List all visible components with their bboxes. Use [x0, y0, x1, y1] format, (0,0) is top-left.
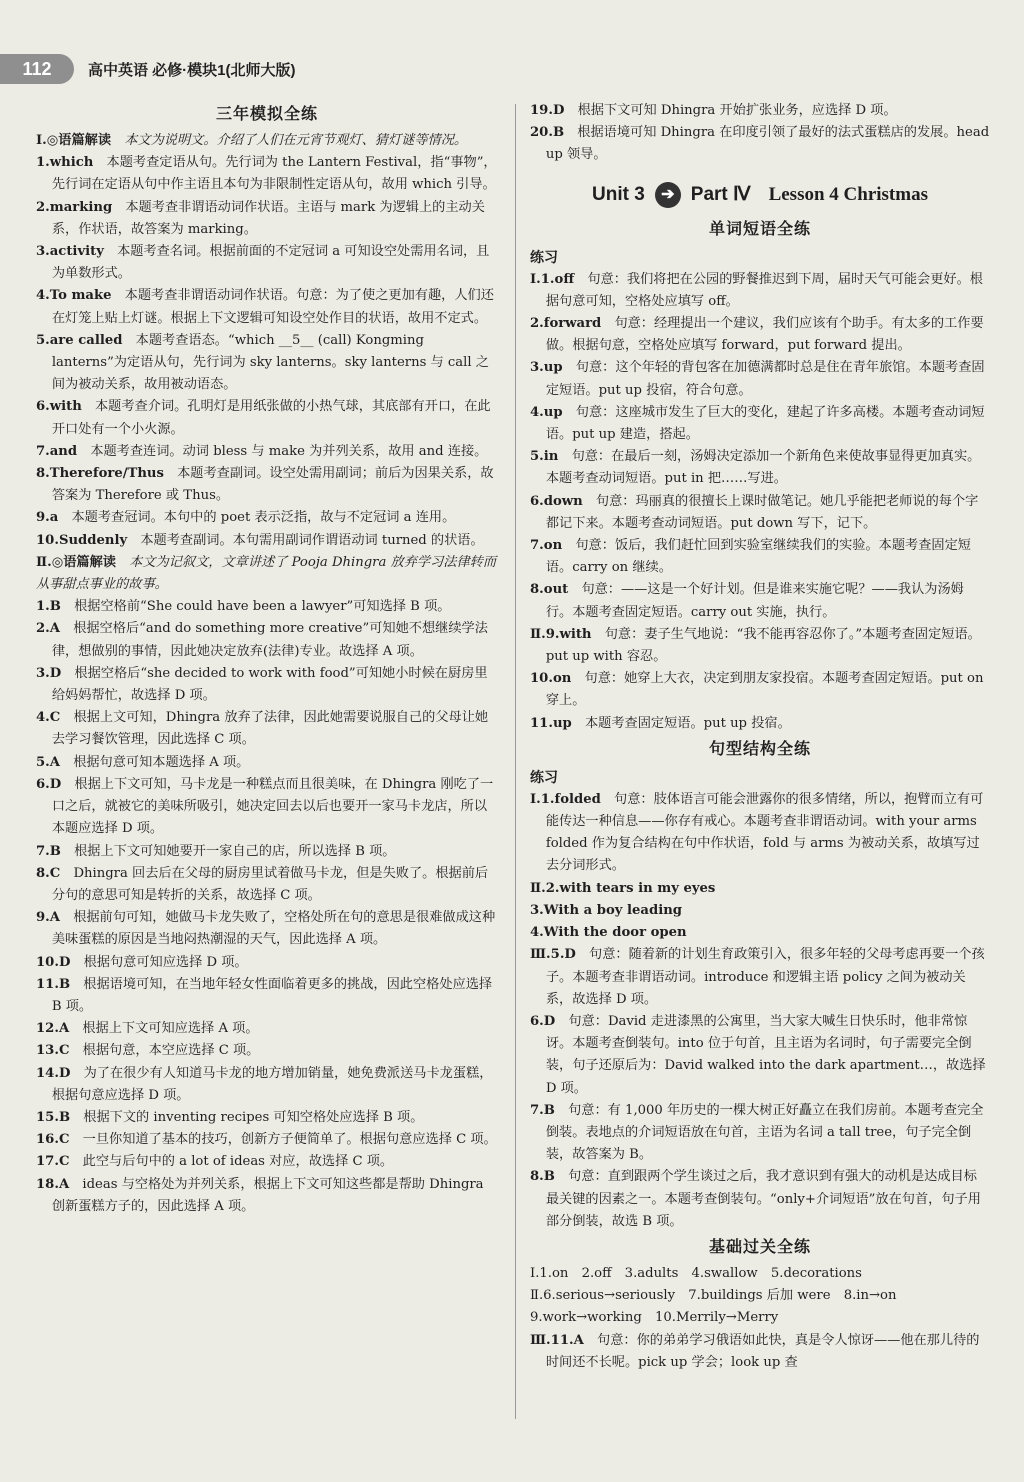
- item-text: 句意：我们将把在公园的野餐推迟到下周，届时天气可能会更好。根据句意可知，空格处应填写 off。: [545, 271, 983, 309]
- basics-item-11: [530, 1330, 990, 1374]
- item-text: 句意：David 走进漆黑的公寓里，当大家大喊生日快乐时，他非常惊讶。本题考查倒装句。into 位于句首，且主语为名词时，句子需要完全倒装，句子还原后为：David walked into the dark apartment…，故选择 D 项。: [545, 1013, 986, 1096]
- item-number: Ⅲ.11.A: [530, 1332, 584, 1348]
- item-text: 根据下文的 inventing recipes 可知空格处应选择 B 项。: [83, 1109, 424, 1125]
- item-number: 17.C: [36, 1154, 70, 1170]
- answer-item: [530, 122, 990, 166]
- answer-item: [36, 1174, 498, 1218]
- answer-item: [36, 952, 498, 974]
- answer-item: [530, 446, 990, 490]
- section-title-mock: 三年模拟全练: [215, 106, 318, 123]
- item-text: 句意：随着新的计划生育政策引入，很多年轻的父母考虑再要一个孩子。本题考查非谓语动词。introduce 和逻辑主语 policy 之间为被动关系，故选择 D 项。: [545, 947, 985, 1007]
- basics-answers: [530, 1263, 990, 1374]
- item-number: 8.B: [530, 1169, 555, 1185]
- item-number: 5.are called: [36, 332, 123, 348]
- continued-answer-list: [530, 100, 990, 167]
- item-text: ideas 与空格处为并列关系，根据上下文可知这些都是帮助 Dhingra 创新蛋糕方子的，因此选择 A 项。: [51, 1176, 484, 1214]
- answer-item: [530, 402, 990, 446]
- answer-item: [36, 1040, 498, 1062]
- item-text: 句意：经理提出一个建议，我们应该有个助手。有太多的工作要做。根据句意，空格处应填写 forward，put forward 提出。: [545, 316, 984, 354]
- practice-label-words: 练习: [530, 248, 558, 265]
- part2-answer-list: [36, 596, 498, 1218]
- item-number: 8.Therefore/Thus: [36, 466, 164, 482]
- answer-item: [36, 596, 498, 618]
- item-text: 句意：她穿上大衣，决定到朋友家投宿。本题考查固定短语。put on 穿上。: [545, 671, 984, 709]
- section-title-structures: 句型结构全练: [708, 740, 811, 758]
- answer-item: [530, 878, 990, 900]
- answer-item: [36, 907, 498, 951]
- item-text: 本题考查语态。“which __5__ (call) Kongming lanterns”为定语从句，先行词为 sky lanterns。sky lanterns 与 call 之间为被动关系，故用被动语态。: [51, 332, 489, 393]
- answer-item: [530, 624, 990, 668]
- structures-answer-list: [530, 789, 990, 1233]
- answer-item: [530, 579, 990, 623]
- item-text: 根据前句可知，她做马卡龙失败了，空格处所在句的意思是很难做成这种美味蛋糕的原因是当地闷热潮湿的天气，因此选择 A 项。: [51, 910, 496, 948]
- item-number: 6.D: [530, 1013, 556, 1029]
- item-text: 句意：饭后，我们赶忙回到实验室继续我们的实验。本题考查固定短语。carry on 继续。: [545, 538, 971, 576]
- answer-item: [36, 863, 498, 907]
- item-text: 本题考查非谓语动词作状语。主语与 mark 为逻辑上的主动关系，作状语，故答案为 marking。: [51, 199, 485, 237]
- answer-item: [36, 1063, 498, 1107]
- item-text: 为了在很少有人知道马卡龙的地方增加销量，她免费派送马卡龙蛋糕，根据句意应选择 D 项。: [51, 1065, 493, 1103]
- answer-item: [36, 441, 498, 463]
- item-text: 句意：妻子生气地说：“我不能再容忍你了。”本题考查固定短语。put up with 容忍。: [545, 626, 981, 665]
- part1-intro-text: 本文为说明文。介绍了人们在元宵节观灯、猜灯谜等情况。: [124, 133, 468, 148]
- item-text: 本题考查定语从句。先行词为 the Lantern Festival，指“事物”，先行词在定语从句中作主语且本句为非限制性定语从句，故用 which 引导。: [51, 155, 497, 193]
- item-text: 根据语境可知，在当地年轻女性面临着更多的挑战，因此空格处应选择 B 项。: [51, 976, 493, 1014]
- part2-intro-text: 本文为记叙文，文章讲述了 Pooja Dhingra 放弃学习法律转而从事甜点事业的故事。: [36, 554, 497, 593]
- answer-item: [36, 197, 498, 241]
- words-answer-list: [530, 269, 990, 735]
- answer-item: [530, 1166, 990, 1233]
- lesson-label: Lesson 4 Christmas: [768, 183, 928, 205]
- answer-item: [36, 663, 498, 707]
- basics-row-1: Ⅰ.1.on 2.off 3.adults 4.swallow 5.decorations: [530, 1265, 862, 1281]
- item-text: 根据上下文可知她要开一家自己的店，所以选择 B 项。: [74, 843, 396, 859]
- item-number: 9.a: [36, 510, 59, 526]
- item-number: 2.A: [36, 621, 60, 637]
- answer-item: [36, 330, 498, 397]
- item-text: 根据句意，本空应选择 C 项。: [82, 1043, 260, 1059]
- item-number: 10.Suddenly: [36, 532, 128, 548]
- item-number: 3.With a boy leading: [530, 902, 683, 918]
- item-number: 20.B: [530, 125, 565, 141]
- column-divider: [515, 104, 516, 1419]
- item-text: Dhingra 回去后在父母的厨房里试着做马卡龙，但是失败了。根据前后分句的意思可知是转折的关系，故选择 C 项。: [51, 865, 489, 903]
- answer-item: [36, 1107, 498, 1129]
- item-text: 本题考查名词。根据前面的不定冠词 a 可知设空处需用名词，且为单数形式。: [51, 244, 490, 282]
- item-text: 本题考查非谓语动词作状语。句意：为了使之更加有趣，人们还在灯笼上贴上灯谜。根据上下文逻辑可知设空处作目的状语，故用不定式。: [51, 288, 494, 326]
- item-text: 根据空格后“and do something more creative”可知她不想继续学法律，想做别的事情，因此她决定放弃(法律)专业。故选择 A 项。: [51, 621, 488, 659]
- item-text: 根据语境可知 Dhingra 在印度引领了最好的法式蛋糕店的发展。head up 领导。: [545, 125, 990, 163]
- item-text: 根据句意可知应选择 D 项。: [83, 954, 248, 970]
- part2-intro: [36, 552, 498, 596]
- item-number: 7.and: [36, 443, 78, 459]
- item-number: Ⅱ.9.with: [530, 626, 592, 642]
- item-text: 根据空格后“she decided to work with food”可知她小时候在厨房里给妈妈帮忙，故选择 D 项。: [51, 665, 488, 704]
- answer-item: [36, 618, 498, 662]
- answer-item: [36, 841, 498, 863]
- item-number: 13.C: [36, 1043, 70, 1059]
- answer-item: [36, 285, 498, 329]
- item-number: 1.B: [36, 599, 61, 615]
- item-text: 根据上文可知，Dhingra 放弃了法律，因此她需要说服自己的父母让她去学习餐饮管理，因此选择 C 项。: [51, 710, 489, 748]
- item-number: 16.C: [36, 1132, 70, 1148]
- answer-item: [36, 463, 498, 507]
- item-number: Ⅰ.1.folded: [530, 791, 601, 807]
- item-number: 4.C: [36, 710, 61, 726]
- item-number: 3.D: [36, 665, 62, 681]
- basics-row-3: 9.work→working 10.Merrily→Merry: [530, 1310, 779, 1326]
- basics-row-2: Ⅱ.6.serious→seriously 7.buildings 后加 were 8.in→on: [530, 1288, 897, 1304]
- item-text: 根据句意可知本题选择 A 项。: [73, 754, 250, 770]
- answer-item: [530, 313, 990, 357]
- section-title-words: 单词短语全练: [708, 220, 811, 238]
- answer-item: [36, 152, 498, 196]
- answer-item: [36, 1151, 498, 1173]
- item-number: 7.on: [530, 538, 563, 554]
- item-text: 句意：在最后一刻，汤姆决定添加一个新角色来使故事显得更加真实。本题考查动词短语。put in 把……写进。: [545, 449, 981, 487]
- item-number: 8.C: [36, 865, 61, 881]
- answer-item: [530, 713, 990, 735]
- answer-item: [36, 774, 498, 841]
- item-text: 句意：有 1,000 年历史的一棵大树正好矗立在我们房前。本题考查完全倒装。表地点的介词短语放在句首，主语为名词 a tall tree，句子完全倒装，故答案为 B。: [545, 1102, 984, 1163]
- item-number: Ⅲ.5.D: [530, 947, 576, 963]
- item-number: 8.out: [530, 582, 569, 598]
- page-number: 112: [0, 54, 74, 84]
- answer-item: [36, 1018, 498, 1040]
- item-text: 此空与后句中的 a lot of ideas 对应，故选择 C 项。: [82, 1154, 394, 1170]
- answer-item: [36, 241, 498, 285]
- unit-heading: [530, 175, 990, 215]
- item-number: 5.in: [530, 449, 559, 465]
- item-number: 10.D: [36, 954, 71, 970]
- book-title: 高中英语 必修·模块1(北师大版): [88, 61, 296, 79]
- practice-label-structures: 练习: [530, 768, 558, 785]
- part1-answer-list: [36, 152, 498, 552]
- item-number: 1.which: [36, 155, 94, 171]
- left-column: [36, 100, 498, 1218]
- item-text: 句意：这个年轻的背包客在加德满都时总是住在青年旅馆。本题考查固定短语。put up 投宿，符合句意。: [545, 360, 985, 398]
- item-number: 12.A: [36, 1021, 70, 1037]
- answer-item: [36, 752, 498, 774]
- item-text: 根据下文可知 Dhingra 开始扩张业务，应选择 D 项。: [577, 103, 897, 118]
- item-text: 本题考查冠词。本句中的 poet 表示泛指，故与不定冠词 a 连用。: [71, 510, 456, 526]
- item-number: 15.B: [36, 1109, 71, 1125]
- answer-item: [36, 396, 498, 440]
- item-number: 19.D: [530, 103, 565, 118]
- answer-item: [530, 789, 990, 878]
- item-number: 2.forward: [530, 316, 602, 332]
- answer-item: [36, 974, 498, 1018]
- item-number: 4.With the door open: [530, 925, 687, 941]
- item-text: 本题考查副词。本句需用副词作谓语动词 turned 的状语。: [140, 532, 484, 548]
- item-text: 本题考查连词。动词 bless 与 make 为并列关系，故用 and 连接。: [90, 443, 488, 459]
- item-number: 11.B: [36, 976, 71, 992]
- item-number: 2.marking: [36, 199, 113, 215]
- arrow-right-icon: ➔: [655, 182, 681, 208]
- item-number: Ⅰ.1.off: [530, 271, 575, 287]
- item-number: 3.activity: [36, 244, 104, 260]
- answer-item: [530, 357, 990, 401]
- section-title-basics: 基础过关全练: [708, 1238, 811, 1256]
- item-number: Ⅱ.2.with tears in my eyes: [530, 880, 716, 896]
- item-text: 根据上下文可知，马卡龙是一种糕点而且很美味，在 Dhingra 刚吃了一口之后，就被它的美味所吸引，她决定回去以后也要开一家马卡龙店，所以本题应选择 D 项。: [51, 776, 494, 837]
- item-number: 18.A: [36, 1176, 70, 1192]
- answer-item: [530, 900, 990, 922]
- answer-item: [530, 1100, 990, 1167]
- answer-item: [530, 944, 990, 1011]
- item-text: 句意：肢体语言可能会泄露你的很多情绪，所以，抱臂而立有可能传达一种信息——你存有戒心。本题考查非谓语动词。with your arms folded 作为复合结构在句中作状语，fold 与 arms 为被动关系，故填写过去分词形式。: [545, 791, 984, 874]
- item-number: 3.up: [530, 360, 563, 376]
- unit-label: Unit 3: [592, 183, 645, 205]
- item-text: 本题考查副词。设空处需用副词；前后为因果关系，故答案为 Therefore 或 Thus。: [51, 466, 494, 504]
- answer-item: [530, 922, 990, 944]
- answer-item: [530, 100, 990, 122]
- answer-item: [530, 491, 990, 535]
- item-text: 句意：玛丽真的很擅长上课时做笔记。她几乎能把老师说的每个字都记下来。本题考查动词短语。put down 写下，记下。: [545, 493, 979, 531]
- part2-label: Ⅱ.◎语篇解读: [36, 554, 116, 570]
- item-number: 9.A: [36, 910, 60, 926]
- item-number: 6.D: [36, 776, 62, 792]
- item-number: 4.up: [530, 404, 563, 420]
- item-number: 4.To make: [36, 288, 112, 304]
- item-number: 6.with: [36, 399, 82, 415]
- part-label: Part Ⅳ: [690, 183, 751, 205]
- answer-item: [530, 1011, 990, 1100]
- item-text: 句意：这座城市发生了巨大的变化，建起了许多高楼。本题考查动词短语。put up 建造，搭起。: [545, 404, 985, 443]
- item-number: 14.D: [36, 1065, 71, 1081]
- item-number: 7.B: [36, 843, 61, 859]
- item-text: 句意：直到跟两个学生谈过之后，我才意识到有强大的动机是达成目标最关键的因素之一。本题考查倒装句。“only+介词短语”放在句首，句子用部分倒装，故选 B 项。: [545, 1169, 981, 1229]
- answer-item: [530, 668, 990, 712]
- answer-item: [36, 507, 498, 529]
- item-text: 根据空格前“She could have been a lawyer”可知选择 B 项。: [74, 599, 451, 615]
- right-column: [530, 100, 990, 1374]
- answer-item: [36, 1129, 498, 1151]
- part1-label: Ⅰ.◎语篇解读: [36, 133, 112, 148]
- answer-item: [36, 530, 498, 552]
- answer-item: [36, 707, 498, 751]
- item-text: 本题考查固定短语。put up 投宿。: [584, 715, 791, 731]
- item-text: 本题考查介词。孔明灯是用纸张做的小热气球，其底部有开口，在此开口处有一个小火源。: [51, 399, 491, 437]
- item-number: 11.up: [530, 715, 572, 731]
- item-text: 根据上下文可知应选择 A 项。: [82, 1021, 259, 1037]
- part1-intro: [36, 130, 498, 152]
- item-number: 6.down: [530, 493, 583, 509]
- item-text: 一旦你知道了基本的技巧，创新方子便简单了。根据句意应选择 C 项。: [82, 1132, 497, 1148]
- answer-item: [530, 269, 990, 313]
- item-number: 10.on: [530, 671, 572, 687]
- item-text: 句意：——这是一个好计划。但是谁来实施它呢？——我认为汤姆行。本题考查固定短语。carry out 实施，执行。: [545, 582, 964, 620]
- item-number: 5.A: [36, 754, 60, 770]
- answer-item: [530, 535, 990, 579]
- page-header: [0, 52, 360, 86]
- item-text: 句意：你的弟弟学习俄语如此快，真是令人惊讶——他在那儿待的时间还不长呢。pick up 学会；look up 查: [545, 1332, 980, 1370]
- item-number: 7.B: [530, 1102, 555, 1118]
